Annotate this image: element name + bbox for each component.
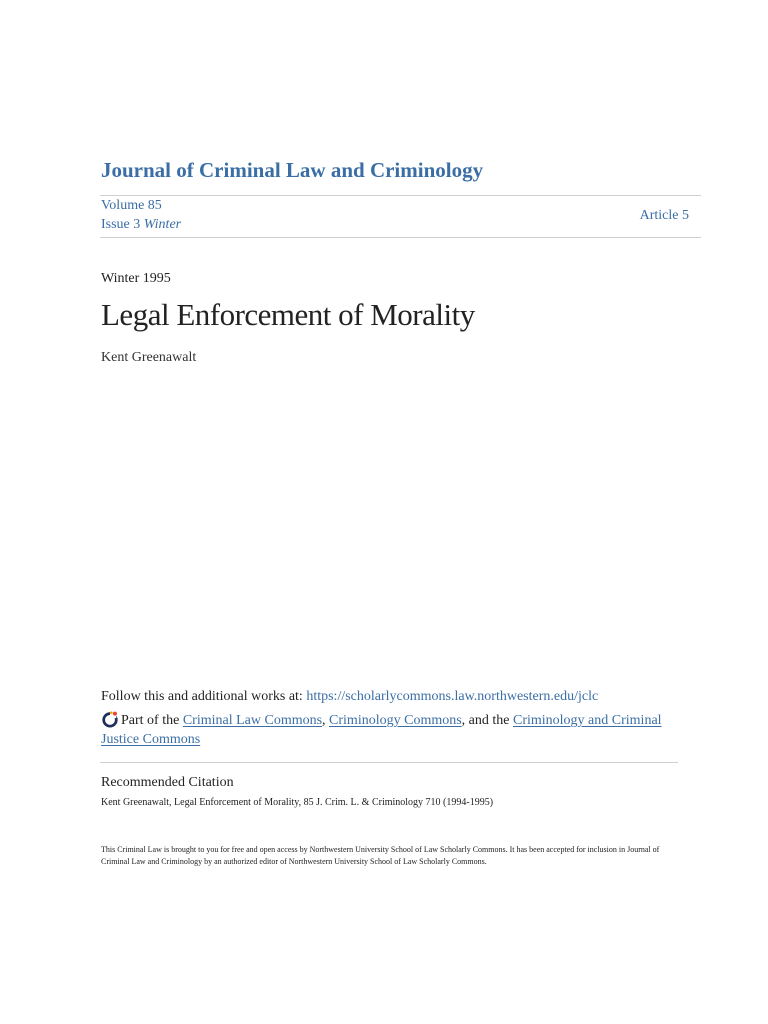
bepress-commons-icon	[101, 710, 119, 728]
criminology-criminal-justice-commons-link[interactable]: Criminology and Criminal Justice Commons	[101, 713, 662, 747]
issue-number: Issue 3	[101, 217, 141, 232]
header-top-rule	[100, 195, 701, 196]
citation-heading: Recommended Citation	[101, 775, 234, 790]
part-of-prefix: Part of the	[121, 713, 180, 728]
article-title: Legal Enforcement of Morality	[101, 297, 475, 332]
citation-rule	[100, 762, 678, 763]
follow-label: Follow this and additional works at:	[101, 689, 303, 704]
volume-link[interactable]: Volume 85	[101, 198, 162, 213]
follow-line	[101, 689, 598, 705]
criminal-law-commons-link[interactable]: Criminal Law Commons	[182, 713, 323, 728]
separator-comma: ,	[322, 713, 326, 728]
publication-date: Winter 1995	[101, 271, 171, 286]
access-notice: This Criminal Law is brought to you for free and open access by Northwestern University School of Law Scholarly Commons. It has been accepted for inclusion in Journal of Criminal Law and Criminology by an authorized editor of Northwestern University School of Law Scholarly Commons.	[101, 845, 660, 866]
article-number-link[interactable]: Article 5	[639, 208, 689, 223]
part-of-line	[101, 710, 681, 749]
separator-and: , and the	[461, 713, 510, 728]
header-bottom-rule	[100, 237, 701, 238]
citation-text: Kent Greenawalt, Legal Enforcement of Morality, 85 J. Crim. L. & Criminology 710 (1994-1995)	[101, 797, 494, 808]
journal-title[interactable]: Journal of Criminal Law and Criminology	[101, 158, 484, 182]
criminology-commons-link[interactable]: Criminology Commons	[329, 713, 462, 728]
issue-season: Winter	[143, 217, 182, 232]
follow-url-link[interactable]: https://scholarlycommons.law.northwestern.edu/jclc	[306, 689, 599, 704]
author-name: Kent Greenawalt	[101, 350, 197, 365]
issue-link[interactable]	[101, 217, 181, 233]
